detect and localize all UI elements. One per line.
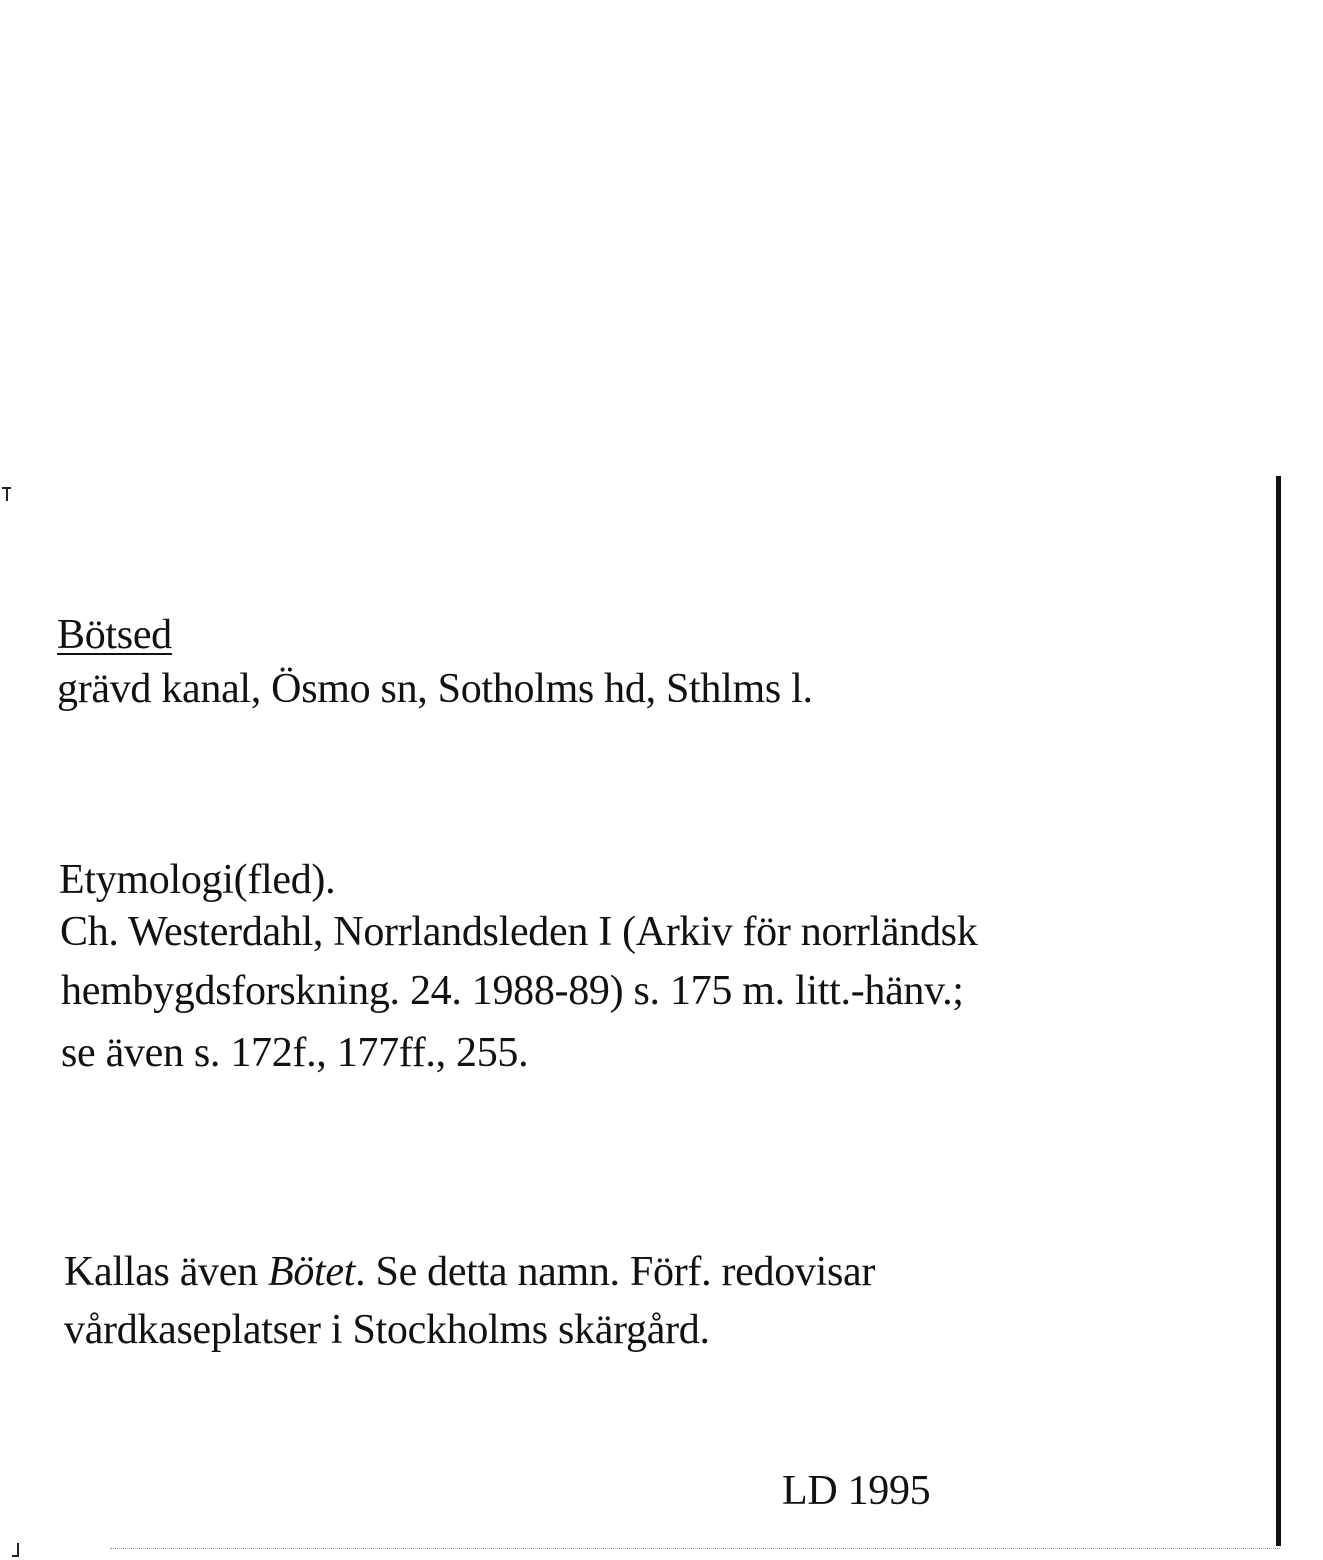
reference-line-1: Ch. Westerdahl, Norrlandsleden I (Arkiv för norrländsk bbox=[60, 909, 978, 955]
place-description: grävd kanal, Ösmo sn, Sotholms hd, Sthlms l. bbox=[57, 666, 813, 712]
reference-line-2: hembygdsforskning. 24. 1988-89) s. 175 m. litt.-hänv.; bbox=[61, 968, 964, 1014]
card-bottom-edge bbox=[110, 1548, 1280, 1549]
headword: Bötsed bbox=[57, 612, 172, 658]
note-prefix: Kallas även bbox=[64, 1249, 268, 1295]
alternate-name: Bötet bbox=[267, 1249, 356, 1295]
note-line-1 bbox=[64, 1251, 875, 1293]
card-right-border bbox=[1276, 476, 1281, 1546]
author-signature: LD 1995 bbox=[782, 1468, 931, 1514]
note-line-2: vårdkaseplatser i Stockholms skärgård. bbox=[64, 1307, 710, 1353]
crop-mark-top bbox=[2, 487, 11, 501]
reference-line-3: se även s. 172f., 177ff., 255. bbox=[61, 1030, 529, 1076]
crop-mark-bottom bbox=[12, 1543, 20, 1557]
note-suffix: . Se detta namn. Förf. redovisar bbox=[355, 1249, 876, 1295]
etymology-heading: Etymologi(fled). bbox=[59, 857, 336, 903]
